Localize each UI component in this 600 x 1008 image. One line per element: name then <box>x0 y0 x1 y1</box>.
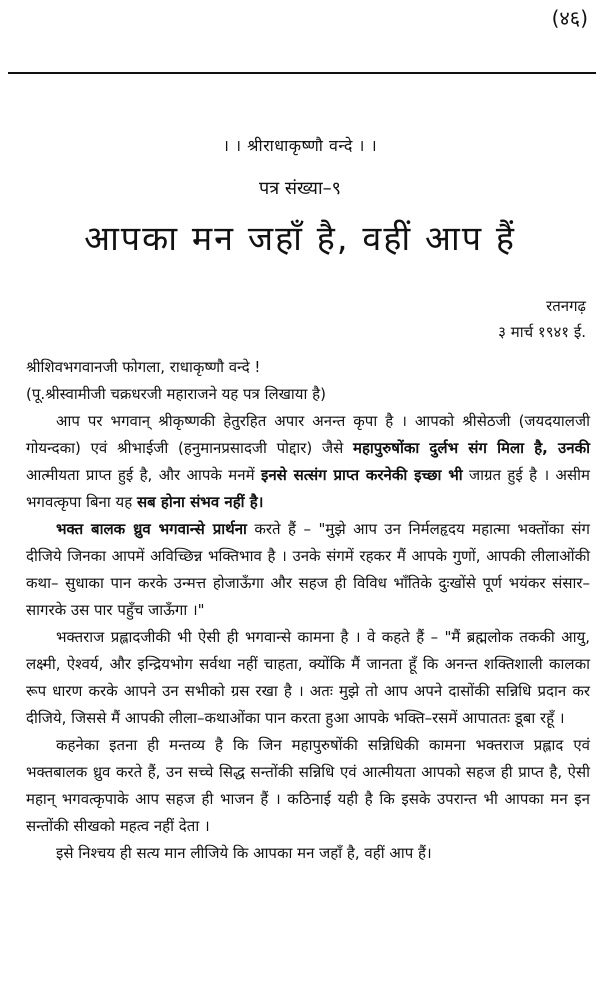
page-number: (४६) <box>551 6 588 30</box>
paragraph-1-text-a: आप पर भगवान् श्रीकृष्णकी हेतुरहित अपार अनन्त कृपा है । आपको श्रीसेठजी (जयदयालजी गोयन्दका) एवं श्रीभाईजी (हनुमानप्रसादजी पोद्दार) जैसे <box>26 412 590 457</box>
invocation: । । श्रीराधाकृष्णौ वन्दे । । <box>222 136 378 155</box>
dictation-note: (पू.श्रीस्वामीजी चक्रधरजी महाराजने यह पत्र लिखाया है) <box>26 385 326 403</box>
letter-place: रतनगढ़ <box>546 297 586 315</box>
letter-date: ३ मार्च १९४१ ई. <box>498 323 586 341</box>
paragraph-1-bold-d: इनसे सत्संग प्राप्त करनेकी इच्छा भी <box>260 466 463 484</box>
paragraph-2 <box>26 516 590 624</box>
paragraph-1 <box>26 408 590 516</box>
paragraph-1-bold-b: महापुरुषोंका दुर्लभ संग मिला है, उनकी <box>352 439 591 457</box>
paragraph-1-bold-f: सब होना संभव नहीं है। <box>136 493 264 511</box>
header-rule <box>8 72 596 74</box>
paragraph-3: भक्तराज प्रह्लादजीकी भी ऐसी ही भगवान्से कामना है । वे कहते हैं – "मैं ब्रह्मलोक तककी आयु, लक्ष्मी, ऐश्वर्य, और इन्द्रियभोग सर्वथा नहीं चाहता, क्योंकि मैं जानता हूँ कि अनन्त शक्तिशाली कालका रूप धारण करके आपने उन सभीको ग्रस रखा है । अतः मुझे तो आप अपने दासोंकी सन्निधि प्रदान कर दीजिये, जिससे मैं आपकी लीला–कथाओंका पान करता हुआ आपके भक्ति–रसमें आपाततः डूबा रहूँ । <box>26 628 590 727</box>
paragraph-1-text-e: जाग्रत हुई है । असीम भगवत्कृपा बिना यह <box>26 466 590 511</box>
salutation: श्रीशिवभगवानजी फोगला, राधाकृष्णौ वन्दे ! <box>26 358 261 376</box>
page-title: आपका मन जहाँ है, वहीं आप हैं <box>84 219 516 259</box>
paragraph-4: कहनेका इतना ही मन्तव्य है कि जिन महापुरुषोंकी सन्निधिकी कामना भक्तराज प्रह्लाद एवं भक्तबालक ध्रुव करते हैं, उन सच्चे सिद्ध सन्तोंकी सन्निधि एवं आत्मीयता आपको सहज ही प्राप्त है, ऐसी महान् भगवत्कृपाके आप सहज ही भाजन हैं । कठिनाई यही है कि इसके उपरान्त भी आपका मन इन सन्तोंकी सीखको महत्व नहीं देता । <box>26 736 590 835</box>
paragraph-1-text-c: आत्मीयता प्राप्त हुई है, और आपके मनमें <box>26 466 261 484</box>
paragraph-2-bold-a: भक्त बालक ध्रुव भगवान्से प्रार्थना <box>56 520 247 538</box>
letter-number: पत्र संख्या–९ <box>258 178 342 199</box>
paragraph-5: इसे निश्चय ही सत्य मान लीजिये कि आपका मन जहाँ है, वहीं आप हैं। <box>56 844 432 862</box>
paragraph-2-text-b: करते हैं – "मुझे आप उन निर्मलहृदय महात्मा भक्तोंका संग दीजिये जिनका आपमें अविच्छिन्न भक्तिभाव है । उनके संगमें रहकर मैं आपके गुणों, आपकी लीलाओंकी कथा– सुधाका पान करके उन्मत्त होजाऊँगा और सहज ही विविध भाँतिके दुःखोंसे पूर्ण भयंकर संसार–सागरके उस पार पहुँच जाऊँगा ।" <box>26 520 590 619</box>
letter-body <box>26 354 590 867</box>
